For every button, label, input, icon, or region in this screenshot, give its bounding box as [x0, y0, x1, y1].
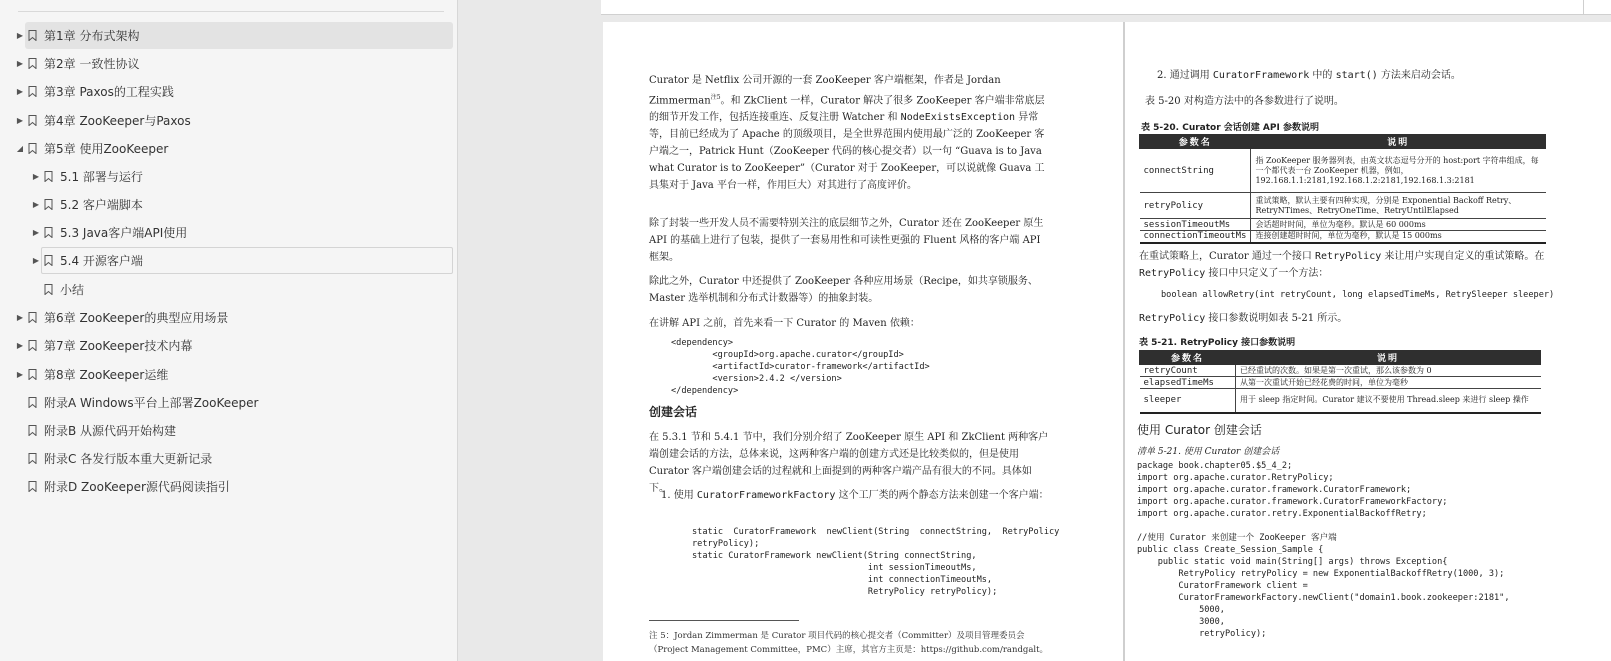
- toc-item[interactable]: [0, 360, 458, 389]
- toc-item[interactable]: [0, 472, 458, 501]
- toc-item-label: 第7章 ZooKeeper技术内幕: [44, 339, 193, 353]
- expand-arrow-icon[interactable]: ▶: [16, 31, 24, 40]
- table1-value: 重试策略，默认主要有四种实现，分别是 Exponential Backoff Retry、RetryNTimes、RetryOneTime、RetryUntilElapsed: [1251, 193, 1546, 219]
- expand-arrow-icon[interactable]: ▶: [16, 370, 24, 379]
- bookmark-icon: [28, 453, 37, 464]
- page-left: [603, 22, 1123, 661]
- listing-caption: 清单 5-21. 使用 Curator 创建会话: [1137, 447, 1280, 457]
- bookmark-icon: [28, 481, 37, 492]
- expand-arrow-icon[interactable]: ▶: [16, 87, 24, 96]
- expand-arrow-icon[interactable]: ▶: [16, 341, 24, 350]
- table2-value: 从第一次重试开始已经花费的时间，单位为毫秒: [1236, 377, 1541, 389]
- toc-item-label: 附录B 从源代码开始构建: [44, 424, 177, 438]
- toc-item[interactable]: [0, 246, 458, 275]
- expand-arrow-icon: [14, 444, 26, 473]
- toc-item-label: 5.4 开源客户端: [60, 254, 143, 268]
- expand-arrow-icon[interactable]: ▶: [32, 256, 40, 265]
- bookmark-icon: [44, 284, 53, 295]
- para-wrap: 除了封装一些开发人员不需要特别关注的底层细节之外，Curator 还在 ZooKeeper 原生 API 的基础上进行了包装，提供了一套易用性和可读性更强的 Fluent 风格的客户端 API 框架。: [649, 218, 1044, 263]
- expand-arrow-icon: [14, 416, 26, 445]
- toc-item-label: 附录C 各发行版本重大更新记录: [44, 452, 213, 466]
- bookmark-icon: [28, 30, 37, 41]
- table2-header-name: 参数名: [1140, 351, 1236, 365]
- table2-caption: 表 5-21. RetryPolicy 接口参数说明: [1139, 338, 1296, 348]
- expand-arrow-icon[interactable]: ▶: [32, 172, 40, 181]
- page-divider: [1583, 0, 1584, 15]
- para-retry-table-ref: RetryPolicy 接口参数说明如表 5-21 所示。: [1139, 313, 1348, 324]
- bookmark-icon: [28, 369, 37, 380]
- page-right: [1125, 22, 1611, 661]
- bookmark-icon: [44, 199, 53, 210]
- toc-item[interactable]: [0, 388, 458, 417]
- table1-value: 指 ZooKeeper 服务器列表，由英文状态逗号分开的 host:port 字符串组成，每一个都代表一台 ZooKeeper 机器，例如，192.168.1.1:2181,192.168.1.2:2181,192.168.1.3:2181: [1251, 149, 1546, 193]
- bookmark-icon: [44, 171, 53, 182]
- toc-item[interactable]: [0, 444, 458, 473]
- para-retry-policy: 在重试策略上，Curator 通过一个接口 RetryPolicy 来让用户实现自定义的重试策略。在 RetryPolicy 接口中只定义了一个方法：: [1139, 251, 1545, 279]
- table1-key: connectionTimeoutMs: [1140, 231, 1251, 243]
- toc-item-label: 5.3 Java客户端API使用: [60, 226, 188, 240]
- toc-item[interactable]: [0, 218, 458, 247]
- bookmark-icon: [28, 86, 37, 97]
- bookmark-icon: [28, 425, 37, 436]
- bookmark-icon: [28, 58, 37, 69]
- toc-sidebar: [0, 0, 458, 661]
- toc-item-label: 附录A Windows平台上部署ZooKeeper: [44, 396, 259, 410]
- toc-item-label: 第8章 ZooKeeper运维: [44, 368, 169, 382]
- toc-item[interactable]: [0, 77, 458, 106]
- heading-create-session: 创建会话: [649, 405, 698, 419]
- maven-code: <dependency> <groupId>org.apache.curator</groupId> <artifactId>curator-framework</artifactId> <version>2.4.2 </version> </dependency>: [671, 338, 930, 396]
- table1-header-name: 参数名: [1140, 135, 1251, 149]
- list-item-2: 2. 通过调用 CuratorFramework 中的 start() 方法来启动会话。: [1157, 70, 1461, 81]
- toc-item[interactable]: [0, 106, 458, 135]
- expand-arrow-icon[interactable]: ▶: [32, 228, 40, 237]
- bookmark-icon: [44, 255, 53, 266]
- toc-item-label: 第3章 Paxos的工程实践: [44, 85, 174, 99]
- sidebar-toolbar: [0, 0, 458, 12]
- bookmark-icon: [28, 115, 37, 126]
- bookmark-icon: [28, 397, 37, 408]
- allow-retry-signature: boolean allowRetry(int retryCount, long elapsedTimeMs, RetrySleeper sleeper): [1161, 290, 1555, 300]
- toc-item[interactable]: [0, 21, 458, 50]
- table1-value: 会话超时时间，单位为毫秒。默认是 60 000ms: [1251, 219, 1546, 231]
- para-create-session: 在 5.3.1 节和 5.4.1 节中，我们分别介绍了 ZooKeeper 原生 API 和 ZkClient 两种客户端创建会话的方法，总体来说，这两种客户端的创建方式还是比较类似的，但是使用 Curator 客户端创建会话的过程就和上面提到的两种客户端产品有很大的不同。具体如下。: [649, 432, 1049, 494]
- toc-item-label: 第2章 一致性协议: [44, 57, 140, 71]
- table2-value: 用于 sleep 指定时间。Curator 建议不要使用 Thread.sleep 来进行 sleep 操作: [1236, 389, 1541, 413]
- toc-item-label: 第4章 ZooKeeper与Paxos: [44, 114, 191, 128]
- toc-item[interactable]: [0, 416, 458, 445]
- table-retry-params: [1139, 350, 1541, 414]
- table1-key: sessionTimeoutMs: [1140, 219, 1251, 231]
- toc-item-label: 附录D ZooKeeper源代码阅读指引: [44, 480, 230, 494]
- previous-pages-strip: [601, 0, 1611, 15]
- expand-arrow-icon: [14, 388, 26, 417]
- toc-item-label: 小结: [60, 283, 85, 297]
- collapse-arrow-icon[interactable]: ◢: [16, 144, 24, 153]
- table2-key: retryCount: [1140, 365, 1236, 377]
- listing-code: package book.chapter05.$5_4_2; import org.apache.curator.RetryPolicy; import org.apache.curator.framework.CuratorFramework; import org.apache.curator.framework.CuratorFrameworkFactory; import org.apache.curator.retry.ExponentialBackoffRetry; //使用 Curator 来创建一个 ZooKeeper 客户端 public class Create_Session_Sample { public static void main(String[] args) throws Exception{ RetryPolicy retryPolicy = new ExponentialBackoffRetry(1000, 3); CuratorFramework client = CuratorFrameworkFactory.newClient("domain1.book.zookeeper:2181", 5000, 3000, retryPolicy);: [1137, 461, 1510, 639]
- toc-item[interactable]: [0, 190, 458, 219]
- toc-item-label: 第6章 ZooKeeper的典型应用场景: [44, 311, 229, 325]
- bookmark-icon: [28, 143, 37, 154]
- bookmark-icon: [28, 312, 37, 323]
- toolbar-divider: [18, 11, 444, 12]
- expand-arrow-icon: [14, 472, 26, 501]
- toc-item[interactable]: [0, 49, 458, 78]
- table1-header-desc: 说明: [1251, 135, 1546, 149]
- toc-item-label: 第5章 使用ZooKeeper: [44, 142, 169, 156]
- toc-item[interactable]: [0, 134, 458, 163]
- toc-item[interactable]: [0, 275, 458, 304]
- heading-use-curator: 使用 Curator 创建会话: [1137, 423, 1262, 437]
- toc-item[interactable]: [0, 331, 458, 360]
- bookmark-icon: [28, 340, 37, 351]
- toc-item[interactable]: [0, 303, 458, 332]
- table1-key: retryPolicy: [1140, 193, 1251, 219]
- toc-item-label: 5.1 部署与运行: [60, 170, 143, 184]
- footnote: 注 5：Jordan Zimmerman 是 Curator 项目代码的核心提交者（Committer）及项目管理委员会（Project Management Committee，PMC）主席，其官方主页是：https://github.com/randgalt。: [649, 631, 1049, 655]
- expand-arrow-icon[interactable]: ▶: [16, 59, 24, 68]
- expand-arrow-icon[interactable]: ▶: [16, 116, 24, 125]
- table1-value: 连接创建超时时间，单位为毫秒，默认是 15 000ms: [1251, 231, 1546, 243]
- bookmark-icon: [44, 227, 53, 238]
- list-item-1: 1. 使用 CuratorFrameworkFactory 这个工厂类的两个静态方法来创建一个客户端：: [661, 490, 1049, 501]
- para-intro: Curator 是 Netflix 公司开源的一套 ZooKeeper 客户端框架，作者是 Jordan Zimmerman$^{注5}$。和 ZkClient 一样，Curator 解决了很多 ZooKeeper 客户端非常底层的细节开发工作，包括连接重连、反复注册 Watcher 和 NodeExistsException 异常等，目前已经成为了 Apache 的顶级项目，是全世界范围内使用最广泛的 ZooKeeper 客户端之一，Patrick Hunt（ZooKeeper 代码的核心提交者）以一句 “Guava is to Java what Curator is to ZooKeeper”（Curator 对于 ZooKeeper，可以说就像 Guava 工具集对于 Java 平台一样，作用巨大）对其进行了高度评价。: [649, 75, 1045, 192]
- expand-arrow-icon[interactable]: ▶: [16, 313, 24, 322]
- expand-arrow-icon: [30, 275, 42, 304]
- factory-code: static CuratorFramework newClient(String connectString, RetryPolicy retryPolicy); static CuratorFramework newClient(String connectString, int sessionTimeoutMs, int connectionTimeoutMs, RetryPolicy retryPolicy);: [692, 527, 1060, 597]
- toc-item-label: 5.2 客户端脚本: [60, 198, 143, 212]
- table2-key: elapsedTimeMs: [1140, 377, 1236, 389]
- toc-item-label: 第1章 分布式架构: [44, 29, 140, 43]
- table-intro: 表 5-20 对构造方法中的各参数进行了说明。: [1145, 96, 1344, 107]
- para-recipes: 除此之外，Curator 中还提供了 ZooKeeper 各种应用场景（Recipe，如共享锁服务、Master 选举机制和分布式计数器等）的抽象封装。: [649, 276, 1038, 304]
- footnote-rule: [649, 620, 799, 621]
- table2-key: sleeper: [1140, 389, 1236, 413]
- table1-key: connectString: [1140, 149, 1251, 193]
- table1-caption: 表 5-20. Curator 会话创建 API 参数说明: [1141, 123, 1319, 133]
- table-session-params: [1139, 134, 1546, 244]
- toc-item[interactable]: [0, 162, 458, 191]
- table2-value: 已经重试的次数。如果是第一次重试，那么该参数为 0: [1236, 365, 1541, 377]
- table2-header-desc: 说明: [1236, 351, 1541, 365]
- expand-arrow-icon[interactable]: ▶: [32, 200, 40, 209]
- para-maven-intro: 在讲解 API 之前，首先来看一下 Curator 的 Maven 依赖：: [649, 318, 920, 329]
